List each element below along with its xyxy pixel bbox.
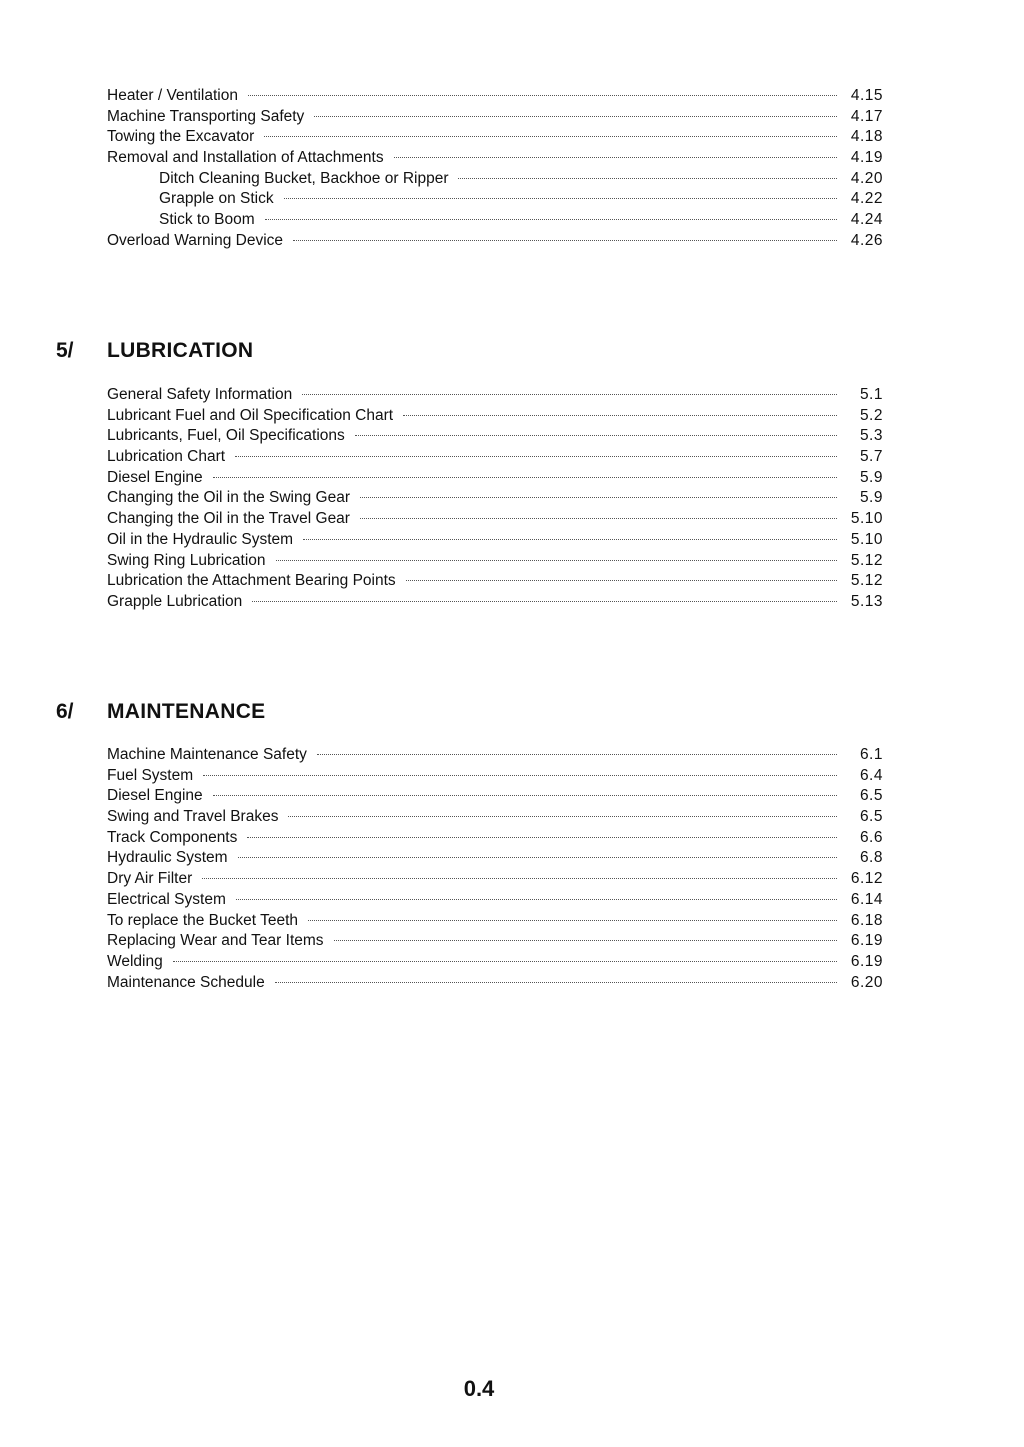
page-number: 0.4 (463, 1376, 495, 1401)
toc-entry (107, 189, 883, 210)
toc-entry-page: 5.9 (859, 468, 883, 486)
toc-entry (107, 385, 883, 406)
toc-entry (107, 107, 883, 128)
toc-entry-title: Track Components (107, 828, 238, 846)
toc-entry-title: Swing Ring Lubrication (107, 551, 266, 569)
toc-dot-leader (238, 857, 837, 858)
toc-entry-page: 4.17 (850, 107, 883, 125)
toc-entry (107, 231, 883, 252)
toc-entry-title: Machine Maintenance Safety (107, 746, 307, 763)
toc-dot-leader (403, 415, 837, 416)
toc-entry-title: Removal and Installation of Attachments (107, 149, 384, 167)
toc-entry-page: 5.12 (850, 572, 883, 590)
toc-list-maintenance (107, 745, 883, 993)
toc-dot-leader (236, 899, 837, 900)
toc-entry-title: Machine Transporting Safety (107, 107, 305, 125)
toc-dot-leader (265, 219, 837, 220)
toc-entry-title: Fuel System (107, 766, 194, 784)
toc-dot-leader (288, 816, 837, 817)
toc-entry-page: 5.10 (850, 510, 883, 528)
toc-entry-page: 6.1 (859, 746, 883, 763)
toc-entry (107, 911, 883, 932)
toc-entry (107, 468, 883, 489)
toc-entry (107, 848, 883, 869)
toc-dot-leader (203, 775, 837, 776)
section-title: LUBRICATION (107, 339, 254, 362)
toc-entry (107, 807, 883, 828)
toc-entry-title: Electrical System (107, 890, 226, 908)
section-title: MAINTENANCE (107, 700, 266, 723)
toc-entry (107, 127, 883, 148)
toc-entry (107, 426, 883, 447)
toc-entry (107, 210, 883, 231)
toc-dot-leader (235, 456, 837, 457)
toc-dot-leader (334, 940, 837, 941)
toc-entry-title: Changing the Oil in the Travel Gear (107, 510, 350, 528)
toc-dot-leader (317, 754, 837, 755)
toc-entry (107, 745, 883, 766)
toc-entry-page: 5.10 (850, 530, 883, 548)
toc-entry-title: Hydraulic System (107, 849, 228, 867)
toc-entry-page: 6.18 (850, 911, 883, 929)
toc-entry-page: 6.5 (859, 808, 883, 826)
toc-entry-page: 5.9 (859, 489, 883, 507)
toc-dot-leader (314, 116, 837, 117)
toc-entry-title: Lubricants, Fuel, Oil Specifications (107, 427, 345, 445)
toc-dot-leader (293, 240, 837, 241)
toc-dot-leader (303, 539, 837, 540)
toc-entry-title: Grapple Lubrication (107, 592, 243, 610)
toc-entry-title: Maintenance Schedule (107, 973, 265, 991)
toc-dot-leader (308, 920, 837, 921)
section-number: 5/ (56, 339, 74, 362)
toc-dot-leader (248, 95, 837, 96)
toc-entry (107, 571, 883, 592)
toc-entry-page: 6.5 (859, 787, 883, 805)
toc-entry (107, 952, 883, 973)
toc-entry-title: Welding (107, 952, 163, 970)
toc-entry (107, 406, 883, 427)
toc-entry-page: 5.13 (850, 592, 883, 610)
toc-entry-title: Lubrication the Attachment Bearing Points (107, 572, 396, 590)
toc-entry-page: 6.20 (850, 973, 883, 991)
toc-entry-page: 5.7 (859, 448, 883, 466)
toc-dot-leader (360, 497, 837, 498)
toc-entry-title: Oil in the Hydraulic System (107, 530, 294, 548)
toc-entry-title: Diesel Engine (107, 787, 203, 805)
toc-entry (107, 828, 883, 849)
toc-entry-page: 4.24 (850, 211, 883, 229)
toc-dot-leader (355, 435, 837, 436)
toc-entry-page: 4.19 (850, 149, 883, 167)
toc-entry-page: 6.6 (859, 828, 883, 846)
toc-entry-title: Heater / Ventilation (107, 87, 238, 104)
toc-entry-page: 6.8 (859, 849, 883, 867)
toc-list-section-4-continued (107, 86, 883, 252)
toc-entry-title: General Safety Information (107, 386, 293, 403)
toc-dot-leader (247, 837, 837, 838)
toc-entry-page: 4.18 (850, 128, 883, 146)
toc-dot-leader (406, 580, 837, 581)
toc-entry-page: 4.20 (850, 169, 883, 187)
toc-entry (107, 931, 883, 952)
toc-entry (107, 530, 883, 551)
toc-entry-title: To replace the Bucket Teeth (107, 911, 299, 929)
section-heading-lubrication (56, 339, 253, 363)
toc-entry (107, 869, 883, 890)
toc-entry (107, 973, 883, 994)
toc-dot-leader (213, 477, 837, 478)
toc-entry (107, 509, 883, 530)
toc-entry-title: Changing the Oil in the Swing Gear (107, 489, 350, 507)
toc-dot-leader (213, 795, 837, 796)
toc-entry (107, 766, 883, 787)
toc-dot-leader (458, 178, 837, 179)
toc-entry-page: 6.19 (850, 952, 883, 970)
toc-entry-title: Stick to Boom (159, 211, 255, 229)
toc-dot-leader (302, 394, 837, 395)
toc-entry-title: Lubrication Chart (107, 448, 226, 466)
toc-entry-page: 4.22 (850, 190, 883, 208)
toc-entry-title: Diesel Engine (107, 468, 203, 486)
toc-entry-page: 6.12 (850, 870, 883, 888)
section-heading-maintenance (56, 700, 265, 724)
toc-entry-page: 4.26 (850, 231, 883, 249)
toc-entry-title: Lubricant Fuel and Oil Specification Chart (107, 406, 394, 424)
toc-dot-leader (252, 601, 837, 602)
toc-dot-leader (394, 157, 837, 158)
toc-entry (107, 86, 883, 107)
toc-entry-page: 5.12 (850, 551, 883, 569)
toc-entry-title: Ditch Cleaning Bucket, Backhoe or Ripper (159, 169, 449, 187)
toc-entry (107, 786, 883, 807)
toc-dot-leader (173, 961, 837, 962)
toc-entry-page: 5.1 (859, 386, 883, 403)
toc-entry-page: 4.15 (850, 87, 883, 104)
toc-entry (107, 447, 883, 468)
toc-entry-title: Swing and Travel Brakes (107, 808, 279, 826)
toc-entry-title: Dry Air Filter (107, 870, 193, 888)
toc-entry-page: 5.2 (859, 406, 883, 424)
toc-dot-leader (284, 198, 837, 199)
toc-entry-title: Replacing Wear and Tear Items (107, 932, 324, 950)
toc-entry-title: Towing the Excavator (107, 128, 255, 146)
toc-dot-leader (360, 518, 837, 519)
toc-entry (107, 148, 883, 169)
toc-dot-leader (202, 878, 837, 879)
toc-entry (107, 488, 883, 509)
toc-entry-page: 6.4 (859, 766, 883, 784)
toc-entry (107, 551, 883, 572)
section-number: 6/ (56, 700, 74, 723)
toc-dot-leader (264, 136, 837, 137)
toc-entry-page: 6.19 (850, 932, 883, 950)
toc-dot-leader (275, 982, 837, 983)
toc-entry (107, 169, 883, 190)
toc-list-lubrication (107, 385, 883, 613)
toc-entry (107, 592, 883, 613)
toc-entry-page: 5.3 (859, 427, 883, 445)
toc-dot-leader (276, 560, 837, 561)
toc-entry-page: 6.14 (850, 890, 883, 908)
toc-entry-title: Overload Warning Device (107, 231, 284, 249)
toc-entry-title: Grapple on Stick (159, 190, 274, 208)
toc-entry (107, 890, 883, 911)
